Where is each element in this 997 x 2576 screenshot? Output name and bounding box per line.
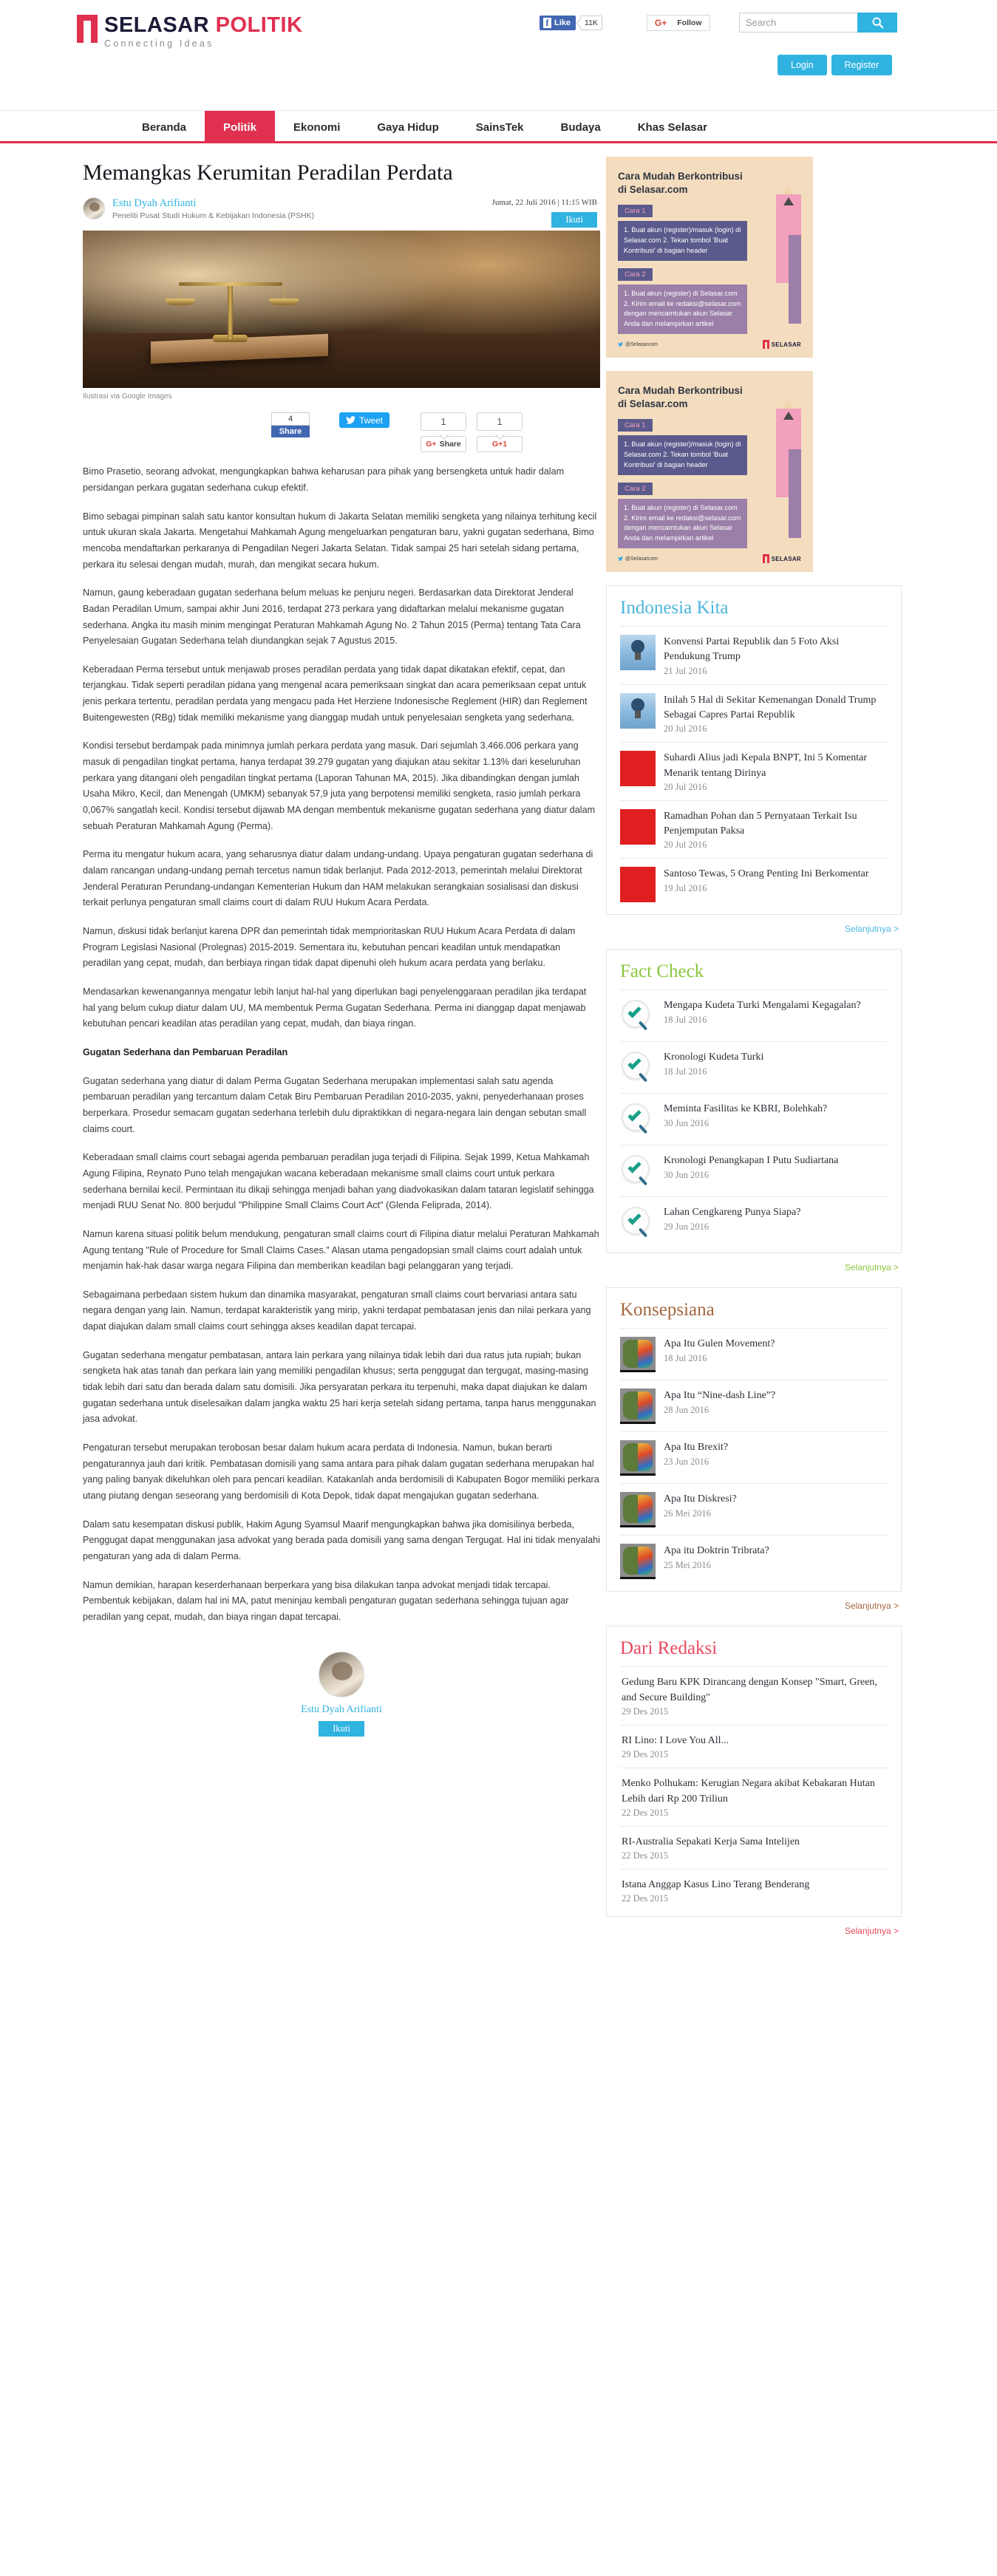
search-input[interactable]: [739, 13, 857, 33]
nav-item-budaya[interactable]: Budaya: [560, 120, 601, 134]
widget-more-row: [606, 1256, 902, 1287]
list-item-thumbnail: [620, 635, 656, 670]
list-item[interactable]: [620, 1768, 888, 1826]
list-item[interactable]: [620, 1145, 888, 1196]
list-item-thumbnail: [620, 1388, 656, 1424]
list-item-title[interactable]: Lahan Cengkareng Punya Siapa?: [664, 1207, 801, 1219]
article-paragraph: Bimo sebagai pimpinan salah satu kantor konsultan hukum di Jakarta Selatan memiliki sengketa yang nilainya terhitung kecil untuk ukuran skala Jakarta. Mengetahui Mahkamah Agung mengeluarkan pengaturan baru, yakni gugatan sederhana, Bimo mencoba mendaftarkan perkaranya di Pengadilan Negeri Jakarta Selatan. Tidak sampai 25 hari setelah sidang pertama, perkara itu selesai dengan mudah, murah, dan mengikat secara hukum.: [83, 511, 597, 570]
sidebar-widget-fact: [606, 949, 902, 1253]
logo-tagline: Connecting Ideas: [104, 38, 214, 49]
header-search: [739, 13, 897, 33]
sidebar-ads: [606, 157, 918, 572]
ad-steps-1: 1. Buat akun (register)/masuk (login) di Selasar.com 2. Tekan tombol 'Buat Kontribusi' di bagian header: [618, 435, 747, 474]
list-item-thumbnail: [620, 867, 656, 902]
article-paragraph: Namun karena situasi politik belum mendukung, pengaturan small claims court di Filipina diatur melalui Peraturan Mahkamah Agung tentang "Rule of Procedure for Small Claims Cases." Alasan utama pengadopsian small claims court adalah untuk menjamin hak-hak dasar warga negara Filipina dan memberikan keadilan bagi pelanggaran yang terjadi.: [83, 1228, 599, 1272]
list-item[interactable]: [620, 1431, 888, 1483]
list-item[interactable]: [620, 1483, 888, 1535]
list-item-title[interactable]: Santoso Tewas, 5 Orang Penting Ini Berkomentar: [664, 868, 869, 880]
twitter-icon: [346, 416, 355, 424]
list-item[interactable]: [620, 989, 888, 1041]
list-item[interactable]: [620, 1093, 888, 1145]
ad-logo-text: SELASAR: [771, 341, 801, 348]
list-item-text: [664, 1205, 888, 1232]
list-item-thumbnail: [620, 693, 656, 729]
list-item-date: 23 Jun 2016: [664, 1456, 710, 1467]
list-item-thumbnail: [620, 751, 656, 786]
nav-item-politik[interactable]: Politik: [205, 111, 275, 143]
list-item-date: 21 Jul 2016: [664, 665, 707, 676]
widget-more-row: [606, 918, 902, 949]
article-byline: [83, 197, 600, 225]
list-item-text: [664, 1102, 888, 1128]
list-item[interactable]: [620, 800, 888, 859]
ad-steps-2: 1. Buat akun (register) di Selasar.com 2. Kirim email ke redaksi@selasar.com dengan mencamtukan akun Selasar Anda dan melampirkan artikel: [618, 284, 747, 334]
ad-twitter-handle: [618, 556, 658, 562]
ad-title: Cara Mudah Berkontribusi di Selasar.com: [618, 385, 743, 410]
main-nav: [0, 111, 997, 143]
footer-follow-button[interactable]: Ikuti: [319, 1721, 364, 1737]
list-item[interactable]: [620, 1041, 888, 1093]
ad-twitter-handle: [618, 342, 658, 347]
list-item-date: 20 Jul 2016: [664, 781, 707, 792]
facebook-like-widget[interactable]: [540, 16, 602, 30]
article-hero-image: [83, 231, 600, 388]
list-item-date: 30 Jun 2016: [664, 1169, 710, 1180]
logo-mark-icon: [77, 15, 98, 46]
list-item-date: 25 Mei 2016: [664, 1559, 711, 1570]
fact-check-icon: [620, 998, 656, 1034]
nav-item-khas-selasar[interactable]: Khas Selasar: [637, 120, 707, 134]
site-header: [0, 0, 997, 111]
gplusone[interactable]: [477, 412, 523, 452]
ad-twitter-text: @Selasarcom: [625, 341, 659, 347]
list-item-title[interactable]: Kronologi Kudeta Turki: [664, 1052, 764, 1063]
list-item-title[interactable]: Meminta Fasilitas ke KBRI, Bolehkah?: [664, 1103, 828, 1115]
list-item-text: [664, 635, 888, 677]
hero-scale-pan-left: [166, 299, 195, 305]
list-item[interactable]: [620, 1535, 888, 1587]
list-item-text: [620, 1878, 888, 1904]
list-item-date: 18 Jul 2016: [664, 1066, 707, 1077]
sidebar: [600, 143, 918, 1951]
search-icon: [871, 16, 884, 29]
article-paragraph: Gugatan sederhana yang diatur di dalam Perma Gugatan Sederhana merupakan implementasi salah satu agenda pembaruan peradilan yang tercantum dalam Cetak Biru Pembaruan Peradilan 2010-2035, yakni, penyederhanaan proses berperkara. Prosedur semacam gugatan sederhana terlebih dulu dipraktikkan di negara-negara lain dengan sebutan small claims court.: [83, 1075, 587, 1134]
nav-item-gaya-hidup[interactable]: Gaya Hidup: [377, 120, 439, 134]
article-paragraph: Sebagaimana perbedaan sistem hukum dan dinamika masyarakat, pengaturan small claims court bervariasi antara satu negara dengan yang lain. Namun, terdapat karakteristik yang mirip, yakni terdapat pembatasan jenis dan nilai perkara yang dapat diajukan dalam small claims court sehingga akses keadilan dapat tercapai.: [83, 1289, 591, 1332]
page-title: Memangkas Kerumitan Peradilan Perdata: [83, 160, 453, 185]
article-paragraph: Namun, diskusi tidak berlanjut karena DPR dan pemerintah tidak memprioritaskan RUU Hukum Acara Perdata di dalam Program Legislasi Nasional (Prolegnas) 2015-2019. Sementara itu, kebutuhan pencari keadilan untuk mendapatkan peradilan yang cepat, mudah, dan berbiaya ringan tidak dapat dipenuhi oleh hukum acara perdata yang berlaku.: [83, 926, 576, 969]
ad-footer: [618, 554, 801, 563]
list-item-title[interactable]: Apa Itu Gulen Movement?: [664, 1338, 775, 1350]
list-item-text: [664, 693, 888, 735]
list-item-text: [664, 1154, 888, 1180]
list-item-thumbnail: [620, 1337, 656, 1372]
twitter-icon: [618, 342, 623, 347]
widget-more-link[interactable]: Selanjutnya >: [844, 1262, 899, 1273]
facebook-share-count: 4: [271, 412, 310, 426]
list-item-thumbnail: [620, 1544, 656, 1579]
ad-badge-2: Cara 2: [618, 268, 653, 281]
list-item[interactable]: [620, 1666, 888, 1725]
widget-title: Fact Check: [620, 961, 704, 982]
gplus-share[interactable]: [421, 412, 466, 452]
register-button[interactable]: Register: [831, 55, 893, 75]
list-item-text: [620, 1734, 888, 1760]
list-item[interactable]: [620, 1725, 888, 1768]
article-paragraph: Kondisi tersebut berdampak pada minimnya jumlah perkara perdata yang masuk. Dari sejumlah 3.466.006 perkara yang masuk di pengadilan tingkat pertama, hanya terdapat 39.279 gugatan yang diajukan atau sekitar 1.13% dari keseluruhan perkara yang ditangani oleh pengadilan tingkat pertama (Laporan Tahunan MA, 2015). Jika dibandingkan dengan jumlah Usaha Mikro, Kecil, dan Menengah (UMKM) sebanyak 57,9 juta yang berpotensi memiliki sengketa, rasio jumlah perkara 0,067% sangatlah kecil. Kondisi tersebut dijawab MA dengan membentuk mekanisme gugatan sederhana yang diatur dalam sebuah Peraturan Mahkamah Agung (Perma).: [83, 740, 596, 831]
widget-title: Konsepsiana: [620, 1300, 715, 1321]
author-role: Peneliti Pusat Studi Hukum & Kebijakan Indonesia (PSHK): [112, 211, 315, 221]
list-item-text: [664, 809, 888, 851]
list-item-text: [664, 1050, 888, 1077]
logo-secondary: POLITIK: [215, 13, 303, 37]
widget-more-link[interactable]: Selanjutnya >: [844, 1926, 899, 1937]
nav-item-beranda[interactable]: Beranda: [142, 120, 187, 134]
article-column: [0, 143, 600, 1951]
article-body: [83, 464, 600, 1625]
list-item-title[interactable]: Menko Polhukam: Kerugian Negara akibat Kebakaran Hutan Lebih dari Rp 200 Triliun: [622, 1778, 875, 1805]
site-logo[interactable]: [77, 15, 303, 49]
byline-text: [112, 197, 314, 221]
list-item[interactable]: [620, 742, 888, 800]
list-item-title[interactable]: Suhardi Alius jadi Kepala BNPT, Ini 5 Komentar Menarik tentang Dirinya: [664, 752, 868, 779]
facebook-icon: f: [543, 18, 551, 28]
list-item-title[interactable]: Mengapa Kudeta Turki Mengalami Kegagalan?: [664, 1000, 861, 1012]
facebook-like-count: 11K: [580, 16, 602, 30]
logo-wordmark: [104, 15, 303, 36]
logo-primary: SELASAR: [104, 13, 210, 37]
hero-scale-pan-right: [269, 299, 299, 305]
sidebar-widget-indonesia: [606, 585, 902, 915]
sidebar-widget-konsep: [606, 1287, 902, 1592]
pencil-illustration-icon: [776, 401, 801, 497]
list-item-date: 18 Jul 2016: [664, 1014, 707, 1025]
nav-items: [0, 111, 997, 143]
fact-check-icon: [620, 1154, 656, 1189]
author-avatar: [83, 197, 105, 219]
gplusone-label: G+1: [491, 440, 508, 449]
article-paragraph: Dalam satu kesempatan diskusi publik, Hakim Agung Syamsul Maarif mengungkapkan bahwa jika domisilinya berbeda, Penggugat dapat menggunakan jasa advokat yang berada pada domisili yang sama dengan Tergugat. Hal ini tidak menyalahi pengaturan yang ada di dalam Perma.: [83, 1519, 600, 1562]
header-social: [540, 15, 710, 31]
sidebar-widgets: [606, 585, 918, 1951]
list-item[interactable]: [620, 1826, 888, 1869]
list-item-text: [664, 1337, 888, 1363]
gplus-share-label: Share: [439, 440, 461, 449]
article-paragraph: Mendasarkan kewenangannya mengatur lebih lanjut hal-hal yang diperlukan bagi penyelenggaraan peradilan jika terdapat hal yang belum cukup diatur dalam UU, MA membentuk Perma Gugatan Sederhana. Perma ini dianggap dapat menjawab kebutuhan pencari keadilan atas peradilan yang cepat, mudah, dan biaya ringan.: [83, 986, 587, 1029]
share-buttons: [271, 412, 600, 449]
gplus-follow-label: Follow: [677, 18, 702, 27]
twitter-icon: [618, 556, 623, 561]
facebook-share-label: Share: [271, 426, 310, 437]
article-paragraph: Bimo Prasetio, seorang advokat, mengungkapkan bahwa keharusan para pihak yang bersengketa untuk hadir dalam persidangan perkara gugatan sederhana cukup efektif.: [83, 466, 565, 493]
hero-scale-post: [228, 284, 233, 339]
fact-check-icon: [620, 1102, 656, 1137]
contribution-ad-card[interactable]: [606, 371, 813, 572]
list-item-title[interactable]: Kronologi Penangkapan I Putu Sudiartana: [664, 1155, 839, 1167]
list-item-thumbnail: [620, 1440, 656, 1476]
list-item[interactable]: [620, 626, 888, 684]
hero-scale-beam: [179, 282, 282, 286]
list-item[interactable]: [620, 1328, 888, 1380]
list-item-date: 22 Des 2015: [622, 1893, 669, 1904]
follow-author-button[interactable]: Ikuti: [551, 212, 597, 228]
list-item-title[interactable]: Apa Itu “Nine-dash Line”?: [664, 1390, 776, 1402]
article-date: Jumat, 22 Juli 2016 | 11:15 WIB: [491, 197, 597, 207]
list-item-date: 28 Jun 2016: [664, 1404, 710, 1415]
footer-author-avatar: [319, 1652, 364, 1697]
author-name-link[interactable]: Estu Dyah Arifianti: [112, 197, 197, 209]
list-item-title[interactable]: Gedung Baru KPK Dirancang dengan Konsep "Smart, Green, and Secure Building": [622, 1677, 877, 1703]
list-item-title[interactable]: Istana Anggap Kasus Lino Terang Benderang: [622, 1879, 810, 1891]
list-item-text: [664, 1440, 888, 1467]
contribution-ad-card[interactable]: [606, 157, 813, 358]
list-item-date: 29 Des 2015: [622, 1749, 669, 1760]
hero-scale-wire-right: [284, 285, 285, 299]
list-item-title[interactable]: Inilah 5 Hal di Sekitar Kemenangan Donald Trump Sebagai Capres Partai Republik: [664, 694, 877, 720]
ad-selasar-logo: [763, 554, 801, 563]
list-item-text: [620, 1776, 888, 1819]
list-item-text: [664, 1544, 888, 1570]
footer-author-name[interactable]: Estu Dyah Arifianti: [301, 1703, 382, 1715]
list-item-date: 20 Jul 2016: [664, 839, 707, 851]
list-item-date: 26 Mei 2016: [664, 1507, 711, 1519]
article-paragraph: Gugatan sederhana mengatur pembatasan, antara lain perkara yang nilainya tidak lebih dari dua ratus juta rupiah; bukan sengketa hak atas tanah dan perkara lain yang memiliki pengadilan khusus; serta penggugat dan tergugat, masing-masing tidak lebih dari satu dan berada dalam satu domisili. Jika persyaratan perkara itu terpenuhi, maka dapat diajukan ke dalam gugatan sederhana untuk diselesaikan dalam jangka waktu 25 hari kerja setelah sidang pertama, tanpa harus menggunakan jasa advokat.: [83, 1349, 596, 1425]
list-item-date: 20 Jul 2016: [664, 723, 707, 735]
sidebar-widget-redaksi: [606, 1626, 902, 1917]
widget-title: Dari Redaksi: [620, 1638, 718, 1659]
list-item-text: [664, 1492, 888, 1519]
list-item-text: [664, 1388, 888, 1415]
gplus-share-icon: G+: [426, 440, 437, 449]
gplus-icon: G+: [654, 18, 667, 28]
list-item-title[interactable]: Apa Itu Diskresi?: [664, 1493, 737, 1505]
ad-selasar-logo: [763, 340, 801, 349]
hero-scale-wire-left: [180, 285, 181, 299]
fact-check-icon: [620, 1050, 656, 1086]
list-item-date: 18 Jul 2016: [664, 1352, 707, 1363]
ad-badge-1: Cara 1: [618, 205, 653, 217]
widget-more-row: [606, 1920, 902, 1951]
nav-item-sainstek[interactable]: SainsTek: [475, 120, 524, 134]
image-caption: Ilustrasi via Google Images: [83, 392, 172, 401]
ad-badge-2: Cara 2: [618, 483, 653, 495]
ad-footer: [618, 340, 801, 349]
widget-more-link[interactable]: Selanjutnya >: [844, 924, 899, 935]
gplus-follow-button[interactable]: [647, 15, 710, 31]
list-item-title[interactable]: Apa itu Doktrin Tribrata?: [664, 1545, 769, 1557]
auth-buttons: [777, 55, 892, 75]
logo-text: [104, 15, 303, 49]
list-item[interactable]: [620, 1380, 888, 1431]
nav-item-ekonomi[interactable]: Ekonomi: [293, 120, 341, 134]
article-paragraph: Perma itu mengatur hukum acara, yang seharusnya diatur dalam undang-undang. Upaya pengaturan gugatan sederhana di dalam rancangan undang-undang pernah tercetus namun tidak berlanjut. Pada 2012-2013, pemerintah melalui Direktorat Jenderal Peraturan Perundang-undangan Kementerian Hukum dan HAM melakukan serangkaian sosialisasi dan diskusi terkait perlunya pengaturan small claims court di dalam RUU Hukum Acara Perdata.: [83, 849, 593, 908]
ad-steps-2: 1. Buat akun (register) di Selasar.com 2. Kirim email ke redaksi@selasar.com dengan mencamtukan akun Selasar Anda dan melampirkan artikel: [618, 499, 747, 548]
logo-mark-icon: [763, 340, 769, 349]
fact-check-icon: [620, 1205, 656, 1241]
list-item-date: 29 Des 2015: [622, 1706, 669, 1717]
article-paragraph: Namun, gaung keberadaan gugatan sederhana belum meluas ke penjuru negeri. Berdasarkan data Direktorat Jenderal Badan Peradilan Umum, sampai akhir Juni 2016, terdapat 273 perkara yang didaftarkan melalui mekanisme gugatan sederhana. Angka itu masih minim mengingat Peraturan Mahkamah Agung No. 2 Tahun 2015 (Perma) tentang Tata Cara Penyelesaian Gugatan Sederhana telah diundangkan sejak 7 Agustus 2015.: [83, 587, 581, 647]
article-paragraph: Namun demikian, harapan keserderhanaan berperkara yang bisa dilakukan tanpa advokat menjadi tidak tercapai. Pembentuk kebijakan, dalam hal ini MA, patut meninjau kembali pengaturan gugatan sederhana sehingga tujuan agar peradilan yang cepat, mudah, dan biaya ringan dapat tercapai.: [83, 1579, 569, 1622]
article-paragraph: Keberadaan Perma tersebut untuk menjawab proses peradilan perdata yang tidak dapat dikatakan efektif, cepat, dan terjangkau. Tidak seperti peradilan pidana yang mengenal acara pemeriksaan singkat dan acara pemeriksaan cepat untuk jenis perkara tertentu, peradilan perdata yang mengacu pada Het Herziene Indonesische Reglement (HIR) dan Reglement Buitengewesten (RBg) tidak memiliki mekanisme yang dianggap mudah untuk penyelesaian sengketa yang sederhana.: [83, 664, 588, 723]
list-item-title[interactable]: RI Lino: I Love You All...: [622, 1735, 729, 1746]
article-subheading: Gugatan Sederhana dan Pembaruan Peradilan: [83, 1046, 288, 1057]
list-item-title[interactable]: Ramadhan Pohan dan 5 Pernyataan Terkait Isu Penjemputan Paksa: [664, 810, 857, 837]
article-paragraph: Pengaturan tersebut merupakan terobosan besar dalam hukum acara perdata di Indonesia. Namun, bukan berarti pengaturannya jauh dari kritik. Pembatasan domisili yang sama antara para pihak dalam gugatan sederhana merupakan hal yang paling banyak dikeluhkan oleh para pencari keadilan. Katakanlah anda berdomisili di Kabupaten Bogor memiliki perkara utang piutang dengan seseorang yang berdomisili di Kota Depok, tidak dapat mengajukan gugatan sederhana.: [83, 1442, 599, 1502]
login-button[interactable]: Login: [777, 55, 827, 75]
facebook-share[interactable]: [271, 412, 310, 437]
logo-mark-icon: [763, 554, 769, 563]
widget-title: Indonesia Kita: [620, 598, 729, 619]
list-item-thumbnail: [620, 1492, 656, 1527]
list-item-text: [664, 867, 888, 893]
search-submit-button[interactable]: [857, 13, 897, 33]
widget-more-row: [606, 1595, 902, 1626]
ad-logo-text: SELASAR: [771, 555, 801, 562]
list-item[interactable]: [620, 684, 888, 743]
list-item-title[interactable]: Apa Itu Brexit?: [664, 1442, 729, 1454]
list-item-text: [620, 1835, 888, 1861]
list-item-text: [664, 998, 888, 1025]
list-item-title[interactable]: RI-Australia Sepakati Kerja Sama Intelijen: [622, 1836, 800, 1847]
article-paragraph: Keberadaan small claims court sebagai agenda pembaruan peradilan juga terjadi di Filipina. Sejak 1999, Ketua Mahkamah Agung Filipina, Reynato Puno telah mengajukan wacana keberadaan mekanisme small claims court untuk perkara sederhana bernilai kecil. Permintaan itu dikaji sehingga menjadi bahan yang diadvokasikan dalam tataran legislatif sehingga menjadi RUU Senat No. 800 berjudul "Philippine Small Claims Court Act" (Glenda Feliprada, 2014).: [83, 1152, 594, 1211]
list-item-date: 22 Des 2015: [622, 1807, 669, 1818]
list-item-text: [664, 751, 888, 793]
widget-more-link[interactable]: Selanjutnya >: [844, 1601, 899, 1612]
list-item-title[interactable]: Konvensi Partai Republik dan 5 Foto Aksi Pendukung Trump: [664, 636, 840, 663]
list-item-date: 22 Des 2015: [622, 1850, 669, 1861]
list-item[interactable]: [620, 858, 888, 910]
facebook-like-label: Like: [554, 18, 571, 27]
list-item[interactable]: [620, 1196, 888, 1248]
facebook-like-button[interactable]: [540, 16, 576, 30]
list-item[interactable]: [620, 1869, 888, 1912]
page-content: [0, 143, 997, 1951]
ad-title: Cara Mudah Berkontribusi di Selasar.com: [618, 171, 743, 196]
twitter-tweet-button[interactable]: [339, 412, 389, 428]
list-item-date: 29 Jun 2016: [664, 1221, 710, 1232]
gplus-share-count: 1: [421, 412, 466, 431]
ad-badge-1: Cara 1: [618, 419, 653, 432]
pencil-illustration-icon: [776, 186, 801, 283]
article-author-footer: [83, 1638, 600, 1740]
list-item-date: 19 Jul 2016: [664, 882, 707, 893]
list-item-text: [620, 1675, 888, 1717]
ad-steps-1: 1. Buat akun (register)/masuk (login) di Selasar.com 2. Tekan tombol 'Buat Kontribusi' di bagian header: [618, 221, 747, 260]
ad-twitter-text: @Selasarcom: [625, 556, 659, 562]
tweet-label: Tweet: [359, 415, 384, 426]
gplusone-count: 1: [477, 412, 523, 431]
list-item-thumbnail: [620, 809, 656, 845]
list-item-date: 30 Jun 2016: [664, 1117, 710, 1128]
